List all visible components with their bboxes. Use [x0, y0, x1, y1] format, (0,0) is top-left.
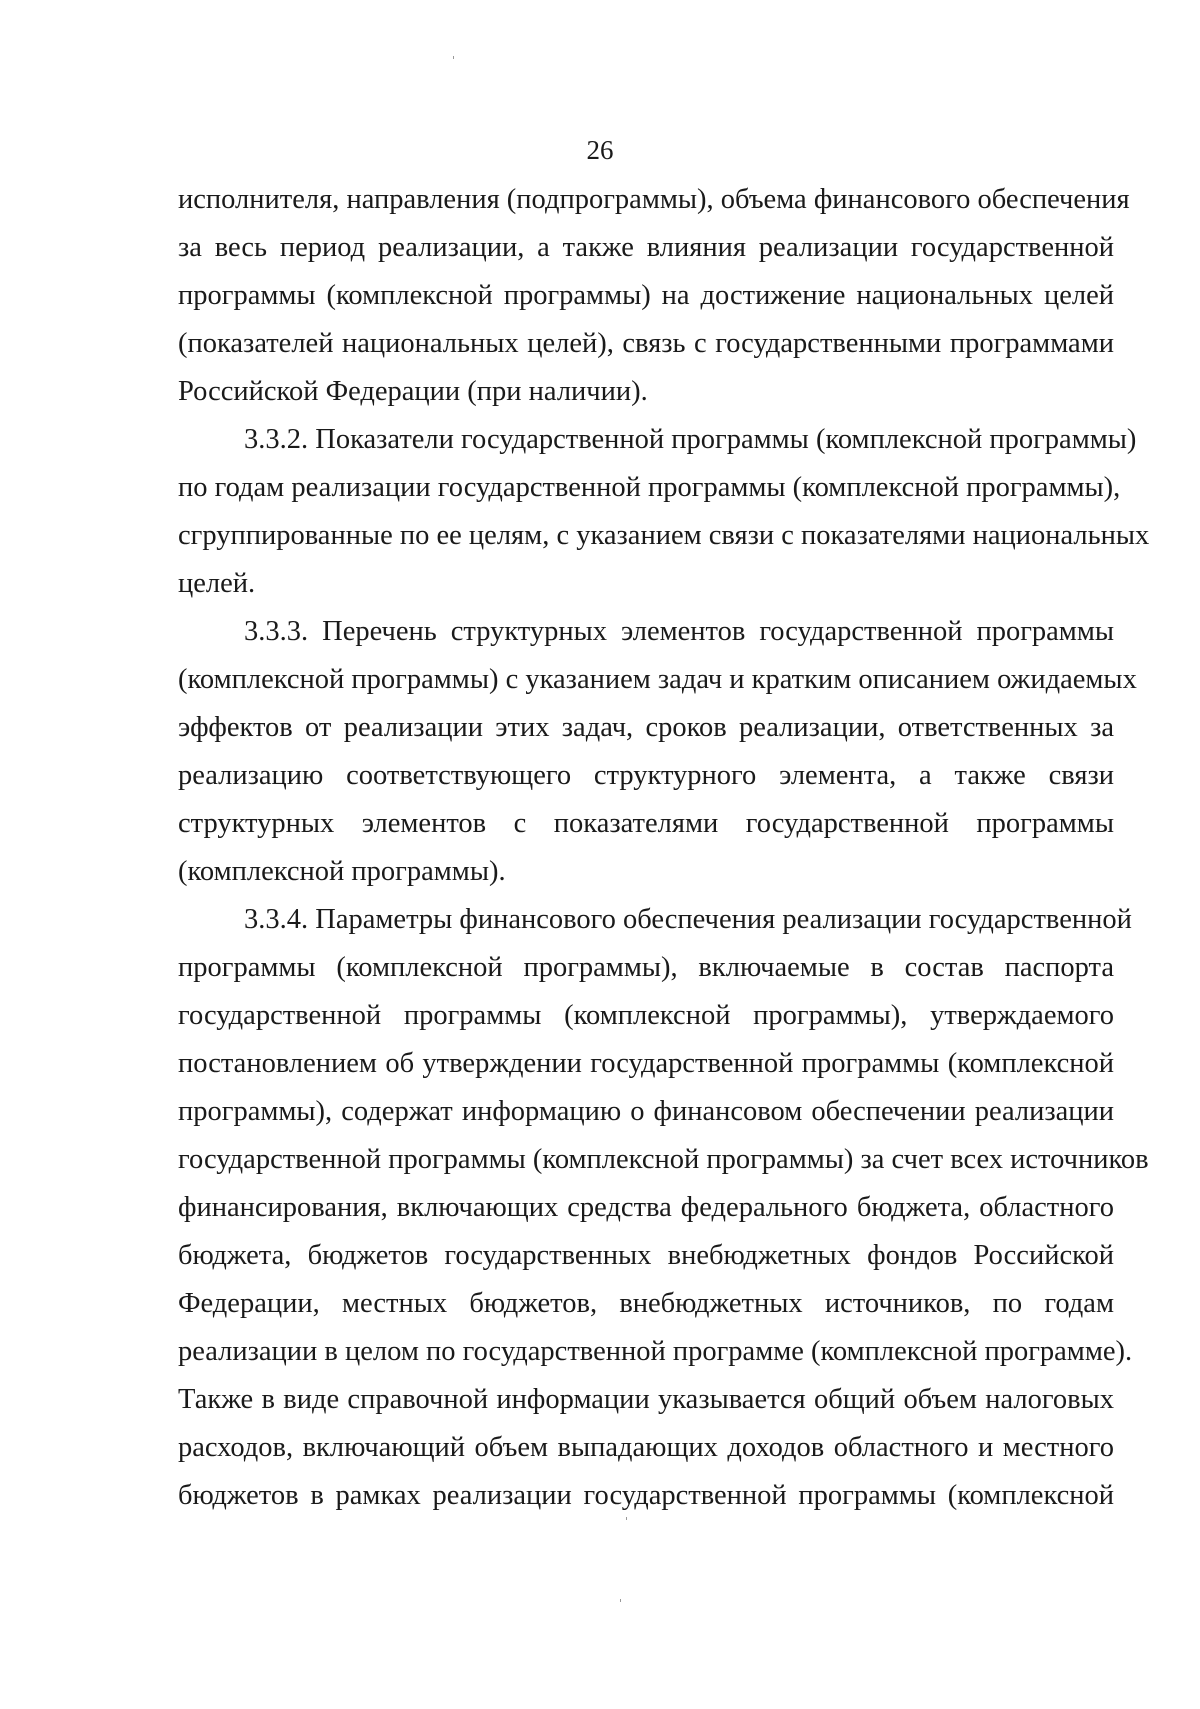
- text-line: за весь период реализации, а также влияния реализации государственной: [178, 232, 1114, 263]
- text-line: программы (комплексной программы), включаемые в состав паспорта: [178, 952, 1114, 983]
- text-line: постановлением об утверждении государственной программы (комплексной: [178, 1048, 1114, 1079]
- paragraph-3-3-4: [178, 896, 1149, 1520]
- body-text: [178, 176, 1150, 1520]
- text-line: бюджетов в рамках реализации государственной программы (комплексной: [178, 1480, 1114, 1511]
- text-line: Также в виде справочной информации указывается общий объем налоговых: [178, 1384, 1114, 1415]
- text-line: реализации в целом по государственной программе (комплексной программе).: [178, 1336, 1133, 1367]
- text-line: расходов, включающий объем выпадающих доходов областного и местного: [178, 1432, 1114, 1463]
- text-line: (комплексной программы) с указанием задач и кратким описанием ожидаемых: [178, 664, 1137, 695]
- text-line: 3.3.4. Параметры финансового обеспечения реализации государственной: [244, 904, 1132, 935]
- text-line: сгруппированные по ее целям, с указанием связи с показателями национальных: [178, 520, 1150, 551]
- text-line: 3.3.2. Показатели государственной программы (комплексной программы): [244, 424, 1137, 455]
- text-line: по годам реализации государственной программы (комплексной программы),: [178, 472, 1121, 503]
- text-line: программы (комплексной программы) на достижение национальных целей: [178, 280, 1114, 311]
- paragraph-3-3-2: [178, 416, 1150, 608]
- paragraph-continuation: [178, 176, 1130, 416]
- text-line: 3.3.3. Перечень структурных элементов государственной программы: [244, 616, 1114, 647]
- text-line: государственной программы (комплексной программы), утверждаемого: [178, 1000, 1114, 1031]
- scan-speck: [453, 56, 454, 59]
- text-line: Федерации, местных бюджетов, внебюджетных источников, по годам: [178, 1288, 1114, 1319]
- text-line: исполнителя, направления (подпрограммы), объема финансового обеспечения: [178, 184, 1130, 215]
- text-line: (показателей национальных целей), связь с государственными программами: [178, 328, 1114, 359]
- text-line: (комплексной программы).: [178, 856, 506, 887]
- text-line: реализацию соответствующего структурного элемента, а также связи: [178, 760, 1114, 791]
- page-number: 26: [586, 135, 614, 165]
- text-line: Российской Федерации (при наличии).: [178, 376, 648, 407]
- scan-speck: [626, 1517, 627, 1520]
- text-line: программы), содержат информацию о финансовом обеспечении реализации: [178, 1096, 1114, 1127]
- text-line: бюджета, бюджетов государственных внебюджетных фондов Российской: [178, 1240, 1114, 1271]
- text-line: эффектов от реализации этих задач, сроков реализации, ответственных за: [178, 712, 1114, 743]
- text-line: целей.: [178, 568, 256, 599]
- scan-speck: [620, 1599, 621, 1602]
- paragraph-3-3-3: [178, 608, 1137, 896]
- text-line: государственной программы (комплексной программы) за счет всех источников: [178, 1144, 1149, 1175]
- text-line: финансирования, включающих средства федерального бюджета, областного: [178, 1192, 1114, 1223]
- text-line: структурных элементов с показателями государственной программы: [178, 808, 1114, 839]
